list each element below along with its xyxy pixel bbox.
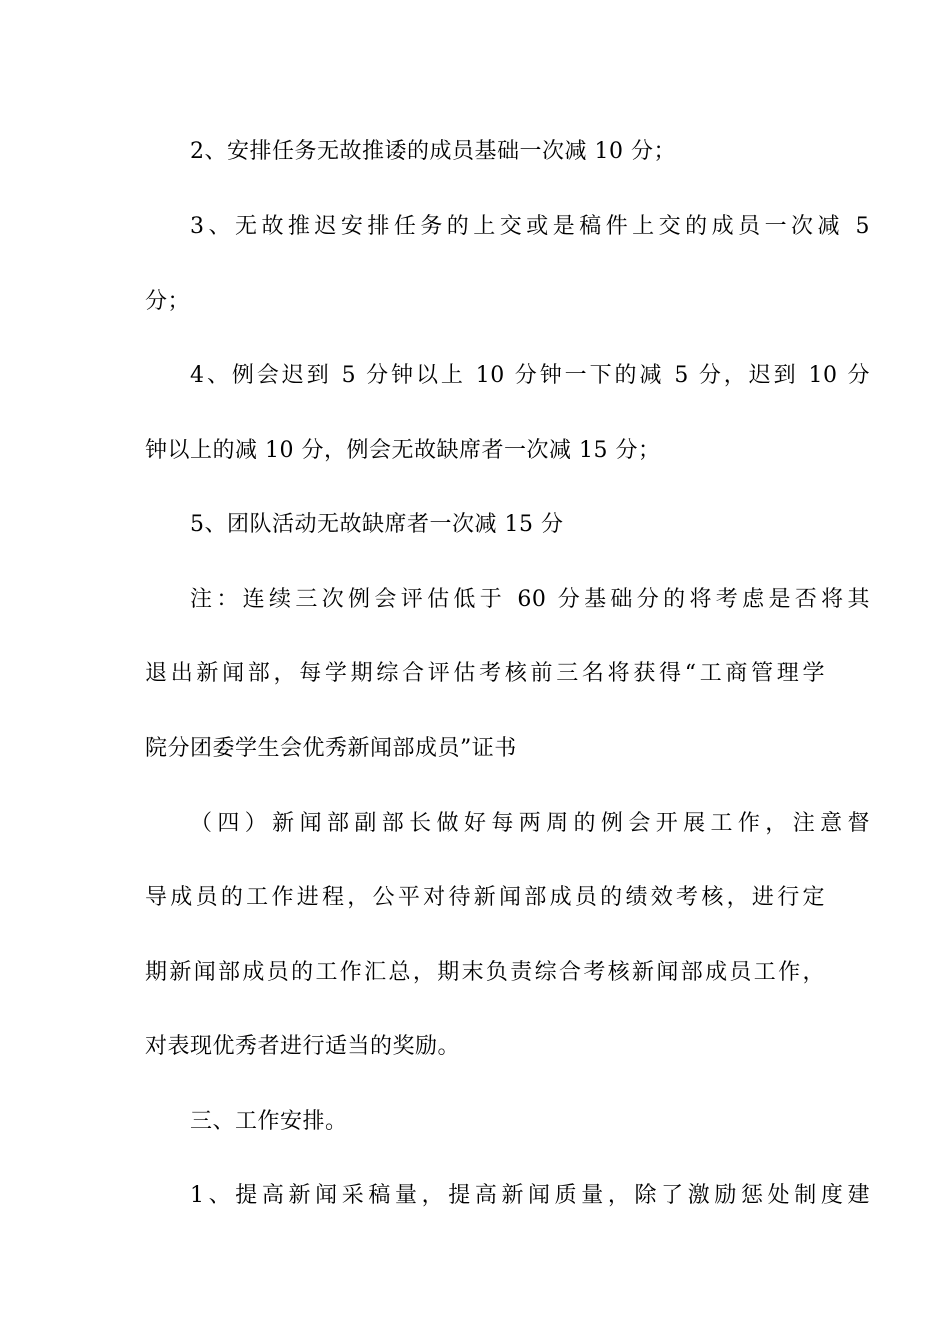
rule-item-3-line-1: 3、无故推迟安排任务的上交或是稿件上交的成员一次减 5 (190, 214, 870, 239)
note-line-1: 注：连续三次例会评估低于 60 分基础分的将考虑是否将其 (190, 587, 870, 612)
note-line-3: 院分团委学生会优秀新闻部成员”证书 (145, 736, 517, 761)
plan-item-1: 1、提高新闻采稿量，提高新闻质量，除了激励惩处制度建 (190, 1183, 870, 1208)
section-4-line-2: 导成员的工作进程，公平对待新闻部成员的绩效考核，进行定 (145, 885, 825, 910)
rule-item-4-line-2: 钟以上的减 10 分，例会无故缺席者一次减 15 分； (145, 438, 661, 463)
section-heading-work-plan: 三、工作安排。 (190, 1109, 348, 1134)
section-4-line-3: 期新闻部成员的工作汇总，期末负责综合考核新闻部成员工作， (145, 960, 825, 985)
rule-item-5: 5、团队活动无故缺席者一次减 15 分 (190, 512, 564, 537)
rule-item-4-line-1: 4、例会迟到 5 分钟以上 10 分钟一下的减 5 分，迟到 10 分 (190, 363, 870, 388)
rule-item-2: 2、安排任务无故推诿的成员基础一次减 10 分； (190, 139, 676, 164)
rule-item-3-line-2: 分； (145, 289, 191, 314)
section-4-line-4: 对表现优秀者进行适当的奖励。 (145, 1034, 461, 1059)
note-line-2: 退出新闻部，每学期综合评估考核前三名将获得“工商管理学 (145, 661, 825, 686)
section-4-line-1: （四）新闻部副部长做好每两周的例会开展工作，注意督 (190, 811, 870, 836)
